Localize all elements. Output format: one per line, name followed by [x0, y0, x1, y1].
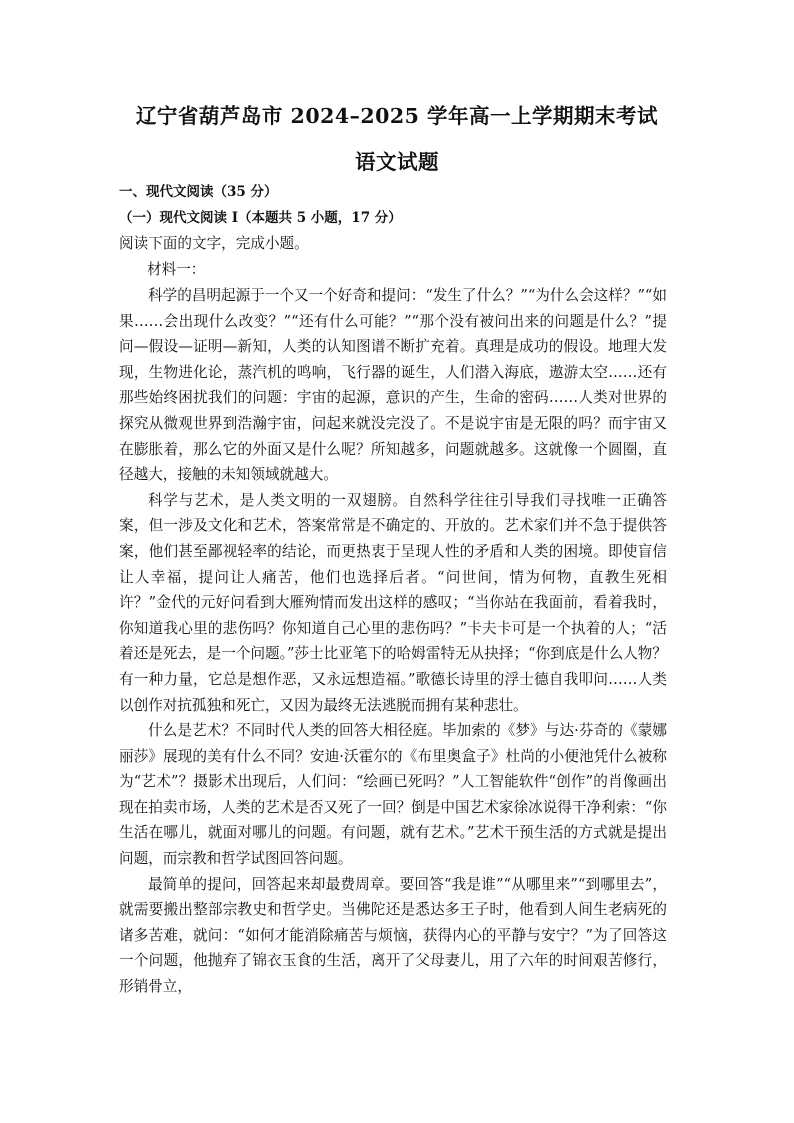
material-label: 材料一：	[147, 261, 206, 278]
passage-paragraph: 什么是艺术？不同时代人类的回答大相径庭。毕加索的《梦》与达·芬奇的《蒙娜丽莎》展现的美有什么不同？安迪·沃霍尔的《布里奥盒子》杜尚的小便池凭什么被称为“艺术”？摄影术出现后，人们问：“绘画已死吗？”人工智能软件“创作”的肖像画出现在拍卖市场，人类的艺术是否又死了一回？倒是中国艺术家徐冰说得干净利索：“你生活在哪儿，就面对哪儿的问题。有问题，就有艺术。”艺术干预生活的方式就是提出问题，而宗教和哲学试图回答问题。	[119, 722, 667, 868]
exam-title: 辽宁省葫芦岛市 2024–2025 学年高一上学期期末考试	[135, 104, 659, 128]
passage-paragraph: 科学与艺术，是人类文明的一双翅膀。自然科学往往引导我们寻找唯一正确答案，但一涉及文化和艺术，答案常常是不确定的、开放的。艺术家们并不急于提供答案，他们甚至鄙视轻率的结论，而更热衷于呈现人性的矛盾和人类的困境。即使盲信让人幸福，提问让人痛苦，他们也选择后者。“问世间，情为何物，直教生死相许？”金代的元好问看到大雁殉情而发出这样的感叹；“当你站在我面前，看着我时，你知道我心里的悲伤吗？你知道自己心里的悲伤吗？”卡夫卡可是一个执着的人；“活着还是死去，是一个问题。”莎士比亚笔下的哈姆雷特无从抉择；“你到底是什么人物？有一种力量，它总是想作恶，又永远想造福。”歌德长诗里的浮士德自我叩问……人类以创作对抗孤独和死亡，又因为最终无法逃脱而拥有某种悲壮。	[119, 491, 667, 714]
instruction-text: 阅读下面的文字，完成小题。	[119, 235, 309, 252]
passage-paragraph: 科学的昌明起源于一个又一个好奇和提问：“发生了什么？”“为什么会这样？”“如果……会出现什么改变？”“还有什么可能？”“那个没有被问出来的问题是什么？”提问—假设—证明—新知，人类的认知图谱不断扩充着。真理是成功的假设。地理大发现，生物进化论，蒸汽机的鸣响，飞行器的诞生，人们潜入海底，遨游太空……还有那些始终困扰我们的问题：宇宙的起源，意识的产生，生命的密码……人类对世界的探究从微观世界到浩瀚宇宙，问起来就没完没了。不是说宇宙是无限的吗？而宇宙又在膨胀着，那么它的外面又是什么呢？所知越多，问题就越多。这就像一个圆圈，直径越大，接触的未知领域就越大。	[119, 287, 667, 484]
exam-subtitle: 语文试题	[355, 150, 439, 174]
passage-paragraph: 最简单的提问，回答起来却最费周章。要回答“我是谁”“从哪里来”“到哪里去”，就需要搬出整部宗教史和哲学史。当佛陀还是悉达多王子时，他看到人间生老病死的诸多苦难，就问：“如何才能消除痛苦与烦恼，获得内心的平静与安宁？”为了回答这一个问题，他抛弃了锦衣玉食的生活，离开了父母妻儿，用了六年的时间艰苦修行，形销骨立，	[119, 875, 667, 996]
subsection-heading: （一）现代文阅读 Ⅰ（本题共 5 小题，17 分）	[119, 210, 402, 226]
section-heading: 一、现代文阅读（35 分）	[119, 184, 278, 200]
reading-passage	[119, 283, 667, 1000]
